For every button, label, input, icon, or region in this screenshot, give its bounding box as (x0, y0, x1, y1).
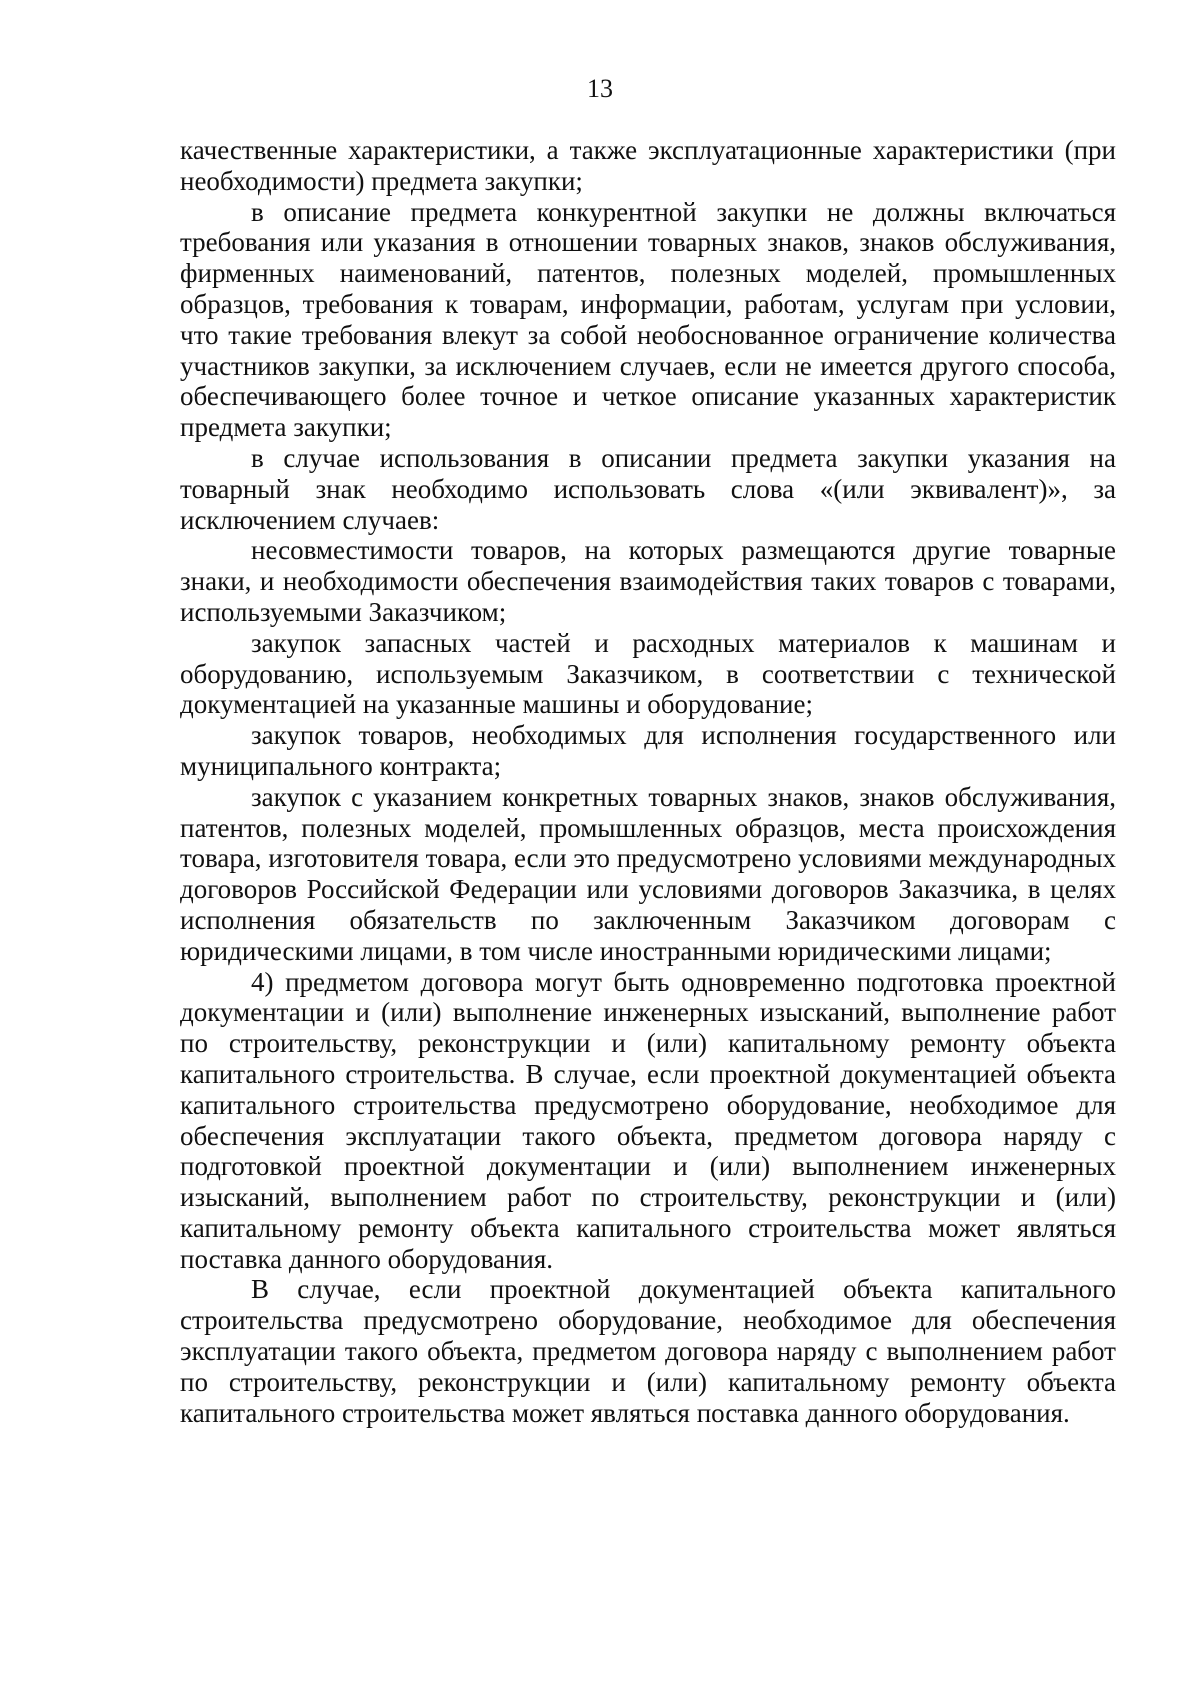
paragraph-equipment-supply: В случае, если проектной документацией объекта капитального строительства предусмотрено оборудование, необходимое для обеспечения эксплуатации такого объекта, предметом договора наряду с выполнением работ по строительству, реконструкции и (или) капитальному ремонту объекта капитального строительства может являться поставка данного оборудования. (180, 1274, 1116, 1428)
paragraph-state-contract: закупок товаров, необходимых для исполнения государственного или муниципального контракта; (180, 720, 1116, 781)
paragraph-trademark-equivalent: в случае использования в описании предмета закупки указания на товарный знак необходимо использовать слова «(или эквивалент)», за исключением случаев: (180, 442, 1116, 535)
paragraph-incompatibility: несовместимости товаров, на которых размещаются другие товарные знаки, и необходимости обеспечения взаимодействия таких товаров с товарами, используемыми Заказчиком; (180, 535, 1116, 627)
paragraph-specific-trademarks: закупок с указанием конкретных товарных знаков, знаков обслуживания, патентов, полезных моделей, промышленных образцов, места происхождения товара, изготовителя товара, если это предусмотрено условиями международных договоров Российской Федерации или условиями договоров Заказчика, в целях исполнения обязательств по заключенным Заказчиком договорам с юридическими лицами, в том числе иностранными юридическими лицами; (180, 781, 1116, 966)
paragraph-spare-parts: закупок запасных частей и расходных материалов к машинам и оборудованию, используемым Заказчиком, в соответствии с технической документацией на указанные машины и оборудование; (180, 627, 1116, 720)
paragraph-item-4: 4) предметом договора могут быть одновременно подготовка проектной документации и (или) выполнение инженерных изысканий, выполнение работ по строительству, реконструкции и (или) капитальному ремонту объекта капитального строительства. В случае, если проектной документацией объекта капитального строительства предусмотрено оборудование, необходимое для обеспечения эксплуатации такого объекта, предметом договора наряду с подготовкой проектной документации и (или) выполнением инженерных изысканий, выполнением работ по строительству, реконструкции и (или) капитальному ремонту объекта капитального строительства может являться поставка данного оборудования. (180, 966, 1116, 1274)
paragraph-description-requirements: в описание предмета конкурентной закупки не должны включаться требования или указания в отношении товарных знаков, знаков обслуживания, фирменных наименований, патентов, полезных моделей, промышленных образцов, требования к товарам, информации, работам, услугам при условии, что такие требования влекут за собой необоснованное ограничение количества участников закупки, за исключением случаев, если не имеется другого способа, обеспечивающего более точное и четкое описание указанных характеристик предмета закупки; (180, 196, 1116, 443)
paragraph-continuation: качественные характеристики, а также эксплуатационные характеристики (при необходимости) предмета закупки; (180, 135, 1116, 196)
page-number: 13 (587, 74, 613, 103)
document-body (180, 135, 1116, 1428)
